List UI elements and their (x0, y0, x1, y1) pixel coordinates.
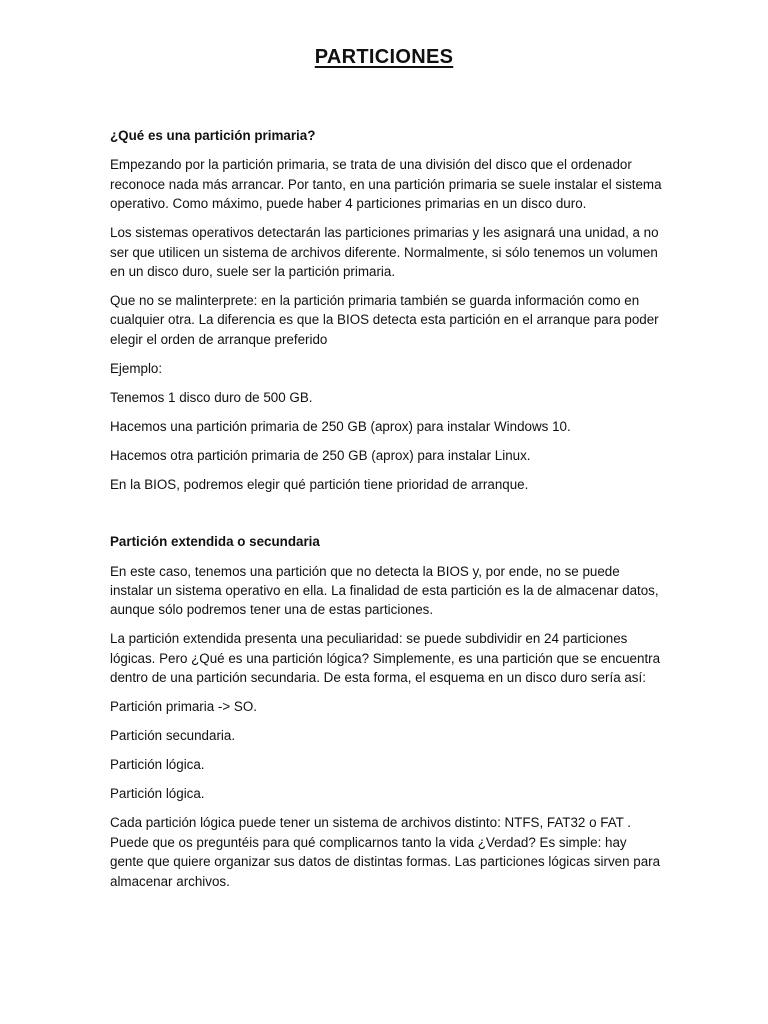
paragraph: Los sistemas operativos detectarán las particiones primarias y les asignará una unidad, a no ser que utilicen un sistema de archivos diferente. Normalmente, si sólo tenemos un volumen en un disco duro, suele ser la partición primaria. (110, 225, 659, 280)
paragraph: Ejemplo: (110, 360, 163, 376)
paragraph: Partición secundaria. (110, 728, 236, 744)
section-heading-extended: Partición extendida o secundaria (110, 534, 320, 550)
paragraph: Hacemos una partición primaria de 250 GB (aprox) para instalar Windows 10. (110, 418, 571, 434)
paragraph: Partición primaria -> SO. (110, 699, 257, 715)
section-heading-primary: ¿Qué es una partición primaria? (110, 128, 316, 143)
page-title: PARTICIONES (314, 46, 454, 68)
paragraph: Cada partición lógica puede tener un sistema de archivos distinto: NTFS, FAT32 o FAT . Puede que os preguntéis para qué complicarnos tanto la vida ¿Verdad? Es simple: hay gente que quiere organizar sus datos de distintas formas. Las particiones lógicas sirven para almacenar archivos. (110, 815, 661, 889)
paragraph: Partición lógica. (110, 757, 205, 773)
paragraph: Empezando por la partición primaria, se trata de una división del disco que el ordenador reconoce nada más arrancar. Por tanto, en una partición primaria se suele instalar el sistema operativo. Como máximo, puede haber 4 particiones primarias en un disco duro. (110, 157, 662, 212)
paragraph: Hacemos otra partición primaria de 250 GB (aprox) para instalar Linux. (110, 447, 531, 463)
paragraph: En la BIOS, podremos elegir qué partición tiene prioridad de arranque. (110, 476, 529, 492)
paragraph: Partición lógica. (110, 786, 205, 802)
paragraph: La partición extendida presenta una peculiaridad: se puede subdividir en 24 particiones lógicas. Pero ¿Qué es una partición lógica? Simplemente, es una partición que se encuentra dentro de una partición secundaria. De esta forma, el esquema en un disco duro sería así: (110, 631, 661, 686)
paragraph: Tenemos 1 disco duro de 500 GB. (110, 389, 313, 405)
paragraph: Que no se malinterprete: en la partición primaria también se guarda información como en cualquier otra. La diferencia es que la BIOS detecta esta partición en el arranque para poder elegir el orden de arranque preferido (110, 293, 659, 347)
document-body (110, 126, 662, 901)
paragraph: En este caso, tenemos una partición que no detecta la BIOS y, por ende, no se puede instalar un sistema operativo en ella. La finalidad de esta partición es la de almacenar datos, aunque sólo podremos tener una de estas particiones. (110, 563, 659, 618)
